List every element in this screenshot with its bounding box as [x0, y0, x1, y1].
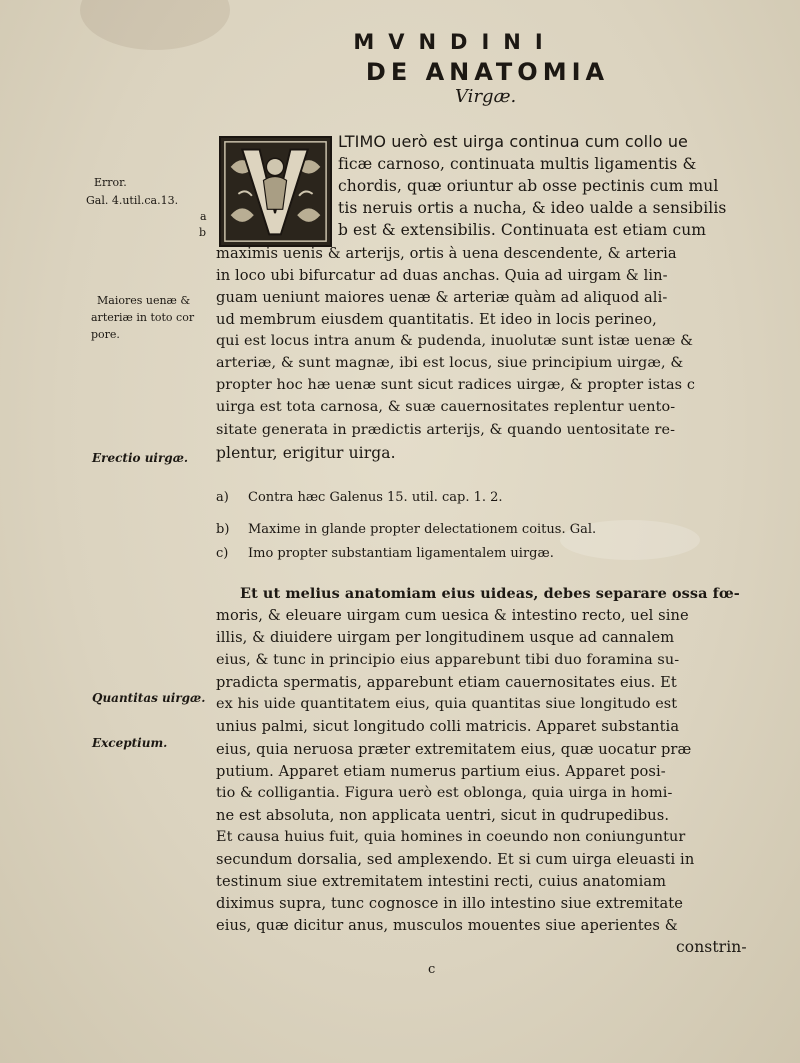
text-line: maximis uenis & arterijs, ortis à uena descendente, & arteria: [216, 245, 677, 262]
text-line: Et causa huius fuit, quia homines in coeundo non coniunguntur: [216, 829, 686, 845]
running-head: MVNDINI: [353, 30, 557, 54]
text-line: pradicta spermatis, apparebunt etiam cauernositates eius. Et: [216, 674, 677, 691]
margin-note-maiores-1: Maiores uenæ &: [97, 294, 191, 307]
text-line: b est & extensibilis. Continuata est etiam cum: [338, 221, 707, 239]
text-line: ficæ carnoso, continuata multis ligamentis &: [338, 155, 697, 173]
text-line: arteriæ, & sunt magnæ, ibi est locus, siue principium uirgæ, &: [216, 355, 684, 371]
text-line: ne est absoluta, non applicata uentri, sicut in qudrupedibus.: [216, 807, 670, 824]
margin-note-galen-ref: Gal. 4.util.ca.13.: [86, 194, 179, 207]
text-line: in loco ubi bifurcatur ad duas anchas. Quia ad uirgam & lin-: [216, 267, 668, 284]
text-line: LTIMO uerò est uirga continua cum collo ue: [338, 132, 689, 151]
text-line: secundum dorsalia, sed amplexendo. Et si cum uirga eleuasti in: [216, 851, 695, 868]
margin-note-quantitas: Quantitas uirgæ.: [92, 691, 206, 705]
text-line: ud membrum eiusdem quantitatis. Et ideo in locis perineo,: [216, 311, 657, 328]
margin-note-error: Error.: [94, 176, 127, 189]
text-line: eius, & tunc in principio eius apparebunt tibi duo foramina su-: [216, 652, 680, 668]
page-subtitle: Virgæ.: [455, 86, 517, 107]
text-line: tio & colligantia. Figura uerò est oblonga, quia uirga in homi-: [216, 785, 673, 801]
text-line: Et ut melius anatomiam eius uideas, debes separare ossa fœ-: [240, 585, 740, 602]
text-line: plentur, erigitur uirga.: [216, 444, 396, 462]
annotation-c: [216, 546, 554, 561]
margin-note-maiores-3: pore.: [91, 328, 120, 341]
text-line: qui est locus intra anum & pudenda, inuolutæ sunt istæ uenæ &: [216, 333, 694, 349]
text-line: uirga est tota carnosa, & suæ cauernositates replentur uento-: [216, 399, 676, 415]
annotation-text: Contra hæc Galenus 15. util. cap. 1. 2.: [248, 490, 503, 505]
text-line: tis neruis ortis a nucha, & ideo ualde a sensibilis: [338, 199, 727, 217]
text-line: diximus supra, tunc cognosce in illo intestino siue extremitate: [216, 895, 683, 912]
margin-mark-a: a: [200, 210, 207, 223]
margin-note-maiores-2: arteriæ in toto cor: [91, 311, 195, 324]
annotation-b: [216, 522, 596, 537]
signature-mark: c: [428, 962, 436, 977]
annotation-marker: a): [216, 490, 229, 505]
annotation-marker: c): [216, 546, 229, 561]
annotation-a: [216, 490, 503, 505]
margin-note-exceptium: Exceptium.: [92, 736, 168, 750]
text-line: sitate generata in prædictis arterijs, & quando uentositate re-: [216, 422, 676, 438]
annotation-text: Imo propter substantiam ligamentalem uirgæ.: [248, 546, 554, 561]
text-line: guam ueniunt maiores uenæ & arteriæ quàm ad aliquod ali-: [216, 289, 668, 306]
catchword: constrin-: [676, 938, 747, 956]
margin-note-erectio: Erectio uirgæ.: [92, 451, 189, 465]
text-line: ex his uide quantitatem eius, quia quantitas siue longitudo est: [216, 696, 678, 712]
text-line: eius, quæ dicitur anus, musculos mouentes siue aperientes &: [216, 917, 678, 934]
text-line: putium. Apparet etiam numerus partium eius. Apparet posi-: [216, 763, 666, 780]
margin-mark-b: b: [199, 226, 207, 239]
text-line: chordis, quæ oriuntur ab osse pectinis cum mul: [338, 177, 719, 195]
text-line: illis, & diuidere uirgam per longitudinem usque ad cannalem: [216, 629, 675, 646]
annotation-text: Maxime in glande propter delectationem coitus. Gal.: [248, 522, 597, 537]
annotation-marker: b): [216, 522, 230, 537]
text-line: testinum siue extremitatem intestini recti, cuius anatomiam: [216, 873, 667, 890]
text-line: moris, & eleuare uirgam cum uesica & intestino recto, uel sine: [216, 607, 689, 624]
text-line: propter hoc hæ uenæ sunt sicut radices uirgæ, & propter istas c: [216, 377, 695, 393]
text-line: eius, quia neruosa præter extremitatem eius, quæ uocatur præ: [216, 741, 692, 758]
historiated-initial-V-icon: [219, 136, 332, 247]
text-line: unius palmi, sicut longitudo colli matricis. Apparet substantia: [216, 718, 680, 735]
page-title: DE ANATOMIA: [365, 58, 610, 86]
